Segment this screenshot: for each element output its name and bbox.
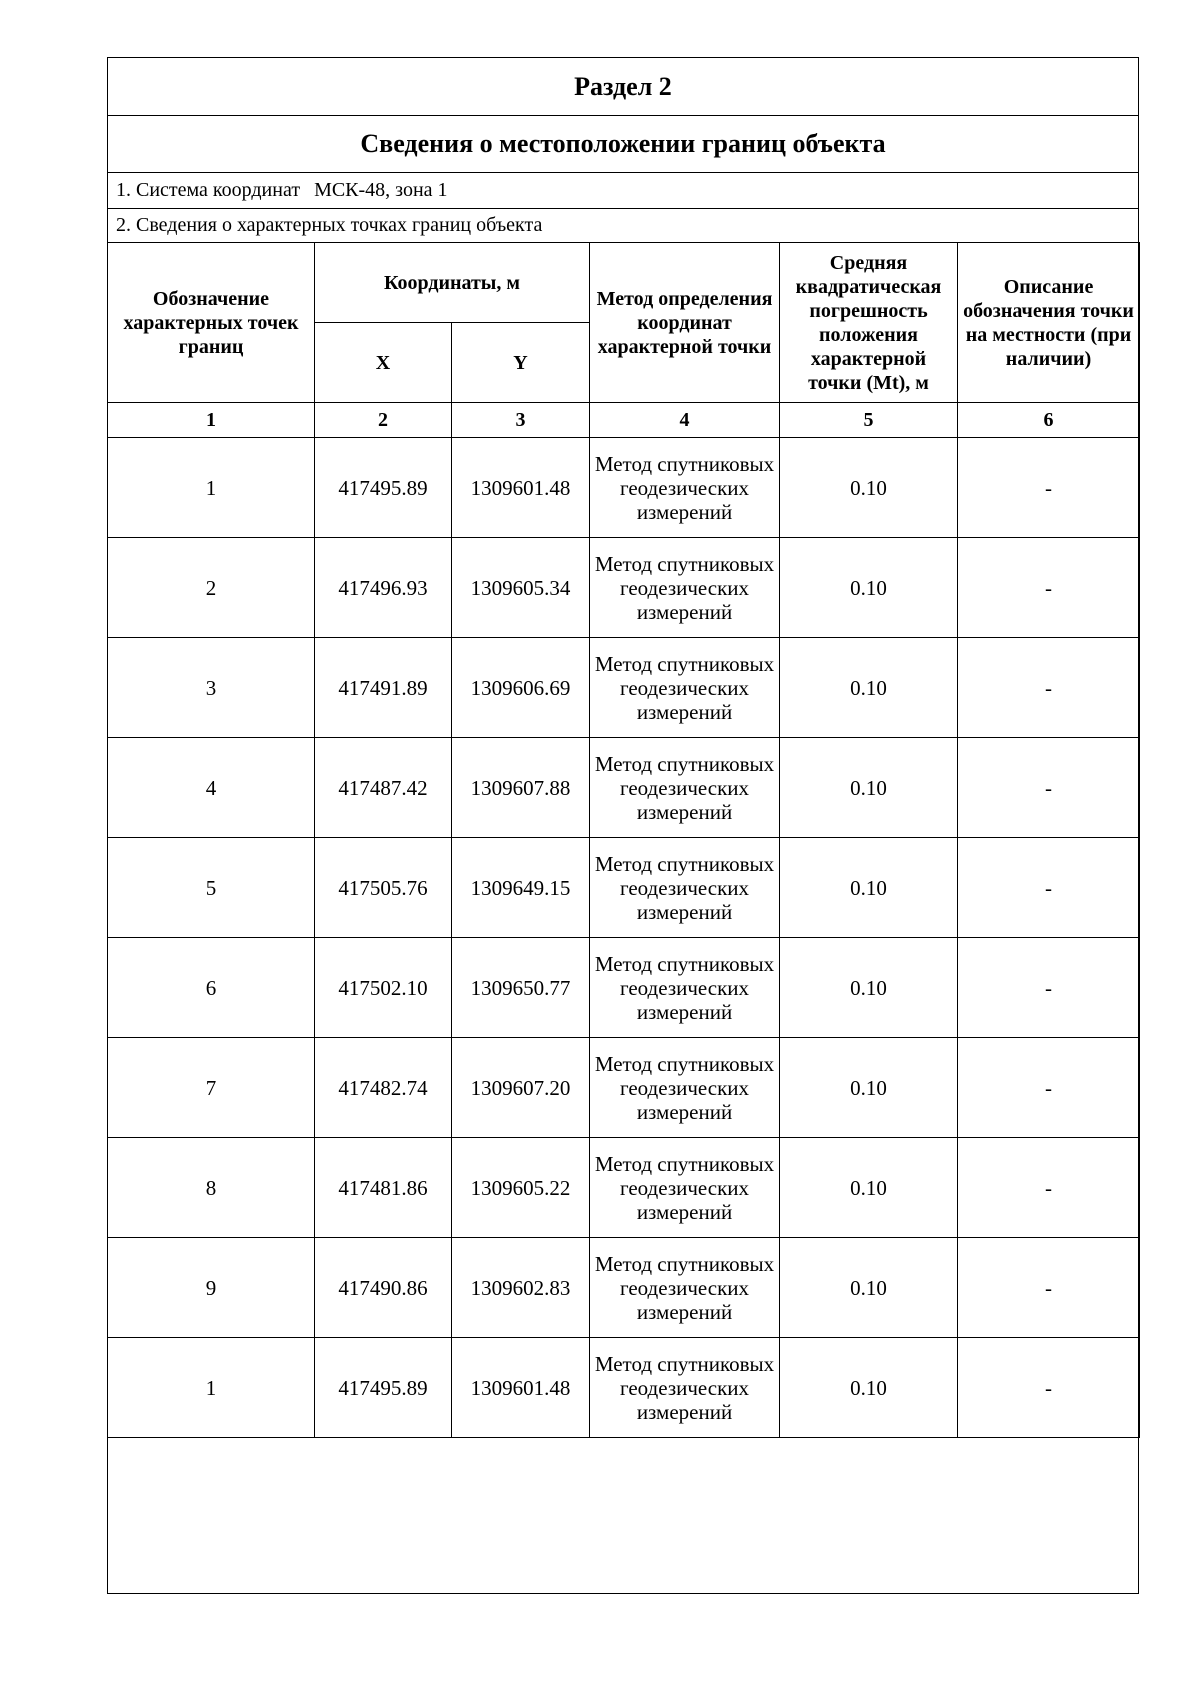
point-id: 9 [108, 1238, 315, 1338]
coordinate-system-label: 1. Система координат [116, 179, 301, 201]
mt-error: 0.10 [780, 1038, 958, 1138]
coord-x: 417487.42 [315, 738, 452, 838]
column-number: 5 [780, 403, 958, 438]
point-id: 6 [108, 938, 315, 1038]
coord-x: 417495.89 [315, 438, 452, 538]
mt-error: 0.10 [780, 838, 958, 938]
header-x: X [315, 323, 452, 403]
point-description: - [958, 638, 1140, 738]
coord-x: 417482.74 [315, 1038, 452, 1138]
coordinate-system-value: МСК-48, зона 1 [314, 179, 448, 201]
mt-error: 0.10 [780, 1338, 958, 1438]
point-description: - [958, 938, 1140, 1038]
column-number: 3 [452, 403, 590, 438]
method: Метод спутниковых геодезических измерений [590, 838, 780, 938]
point-id: 1 [108, 1338, 315, 1438]
coord-x: 417491.89 [315, 638, 452, 738]
coord-y: 1309607.20 [452, 1038, 590, 1138]
method: Метод спутниковых геодезических измерений [590, 1338, 780, 1438]
table-row [108, 938, 1140, 1038]
method: Метод спутниковых геодезических измерений [590, 1138, 780, 1238]
point-description: - [958, 538, 1140, 638]
table-row [108, 1338, 1140, 1438]
document-sheet [107, 57, 1139, 1594]
table-row [108, 638, 1140, 738]
table-row [108, 1238, 1140, 1338]
point-id: 3 [108, 638, 315, 738]
coord-x: 417495.89 [315, 1338, 452, 1438]
coord-x: 417502.10 [315, 938, 452, 1038]
header-y: Y [452, 323, 590, 403]
point-id: 7 [108, 1038, 315, 1138]
header-coordinates: Координаты, м [315, 243, 590, 323]
coord-y: 1309602.83 [452, 1238, 590, 1338]
point-description: - [958, 438, 1140, 538]
method: Метод спутниковых геодезических измерений [590, 1038, 780, 1138]
point-id: 1 [108, 438, 315, 538]
table-row [108, 838, 1140, 938]
point-id: 2 [108, 538, 315, 638]
mt-error: 0.10 [780, 638, 958, 738]
mt-error: 0.10 [780, 1238, 958, 1338]
coord-x: 417505.76 [315, 838, 452, 938]
mt-error: 0.10 [780, 1138, 958, 1238]
coord-y: 1309605.34 [452, 538, 590, 638]
coord-y: 1309601.48 [452, 1338, 590, 1438]
table-row [108, 438, 1140, 538]
coord-x: 417496.93 [315, 538, 452, 638]
point-description: - [958, 1038, 1140, 1138]
table-row [108, 738, 1140, 838]
point-id: 8 [108, 1138, 315, 1238]
mt-error: 0.10 [780, 738, 958, 838]
coord-x: 417490.86 [315, 1238, 452, 1338]
method: Метод спутниковых геодезических измерений [590, 538, 780, 638]
coord-x: 417481.86 [315, 1138, 452, 1238]
coord-y: 1309606.69 [452, 638, 590, 738]
method: Метод спутниковых геодезических измерений [590, 438, 780, 538]
coord-y: 1309649.15 [452, 838, 590, 938]
coord-y: 1309650.77 [452, 938, 590, 1038]
table-row [108, 1038, 1140, 1138]
point-description: - [958, 1338, 1140, 1438]
points-heading: 2. Сведения о характерных точках границ объекта [116, 214, 543, 236]
section-heading: Сведения о местоположении границ объекта [108, 115, 1138, 173]
coordinate-system-line [108, 173, 1138, 209]
mt-error: 0.10 [780, 438, 958, 538]
mt-error: 0.10 [780, 538, 958, 638]
coord-y: 1309607.88 [452, 738, 590, 838]
header-designation: Обозначение характерных точек границ [108, 243, 315, 403]
table-row [108, 538, 1140, 638]
point-description: - [958, 838, 1140, 938]
method: Метод спутниковых геодезических измерений [590, 938, 780, 1038]
column-number: 2 [315, 403, 452, 438]
header-method: Метод определения координат характерной точки [590, 243, 780, 403]
column-number: 4 [590, 403, 780, 438]
column-number: 1 [108, 403, 315, 438]
column-number: 6 [958, 403, 1140, 438]
table-row [108, 1138, 1140, 1238]
header-error: Средняя квадратическая погрешность положения характерной точки (Mt), м [780, 243, 958, 403]
point-description: - [958, 738, 1140, 838]
point-id: 5 [108, 838, 315, 938]
method: Метод спутниковых геодезических измерений [590, 738, 780, 838]
section-title: Раздел 2 [108, 58, 1138, 116]
point-description: - [958, 1238, 1140, 1338]
boundary-points-table [107, 242, 1140, 1438]
mt-error: 0.10 [780, 938, 958, 1038]
method: Метод спутниковых геодезических измерений [590, 1238, 780, 1338]
point-description: - [958, 1138, 1140, 1238]
method: Метод спутниковых геодезических измерений [590, 638, 780, 738]
point-id: 4 [108, 738, 315, 838]
coord-y: 1309605.22 [452, 1138, 590, 1238]
coord-y: 1309601.48 [452, 438, 590, 538]
header-description: Описание обозначения точки на местности (при наличии) [958, 243, 1140, 403]
